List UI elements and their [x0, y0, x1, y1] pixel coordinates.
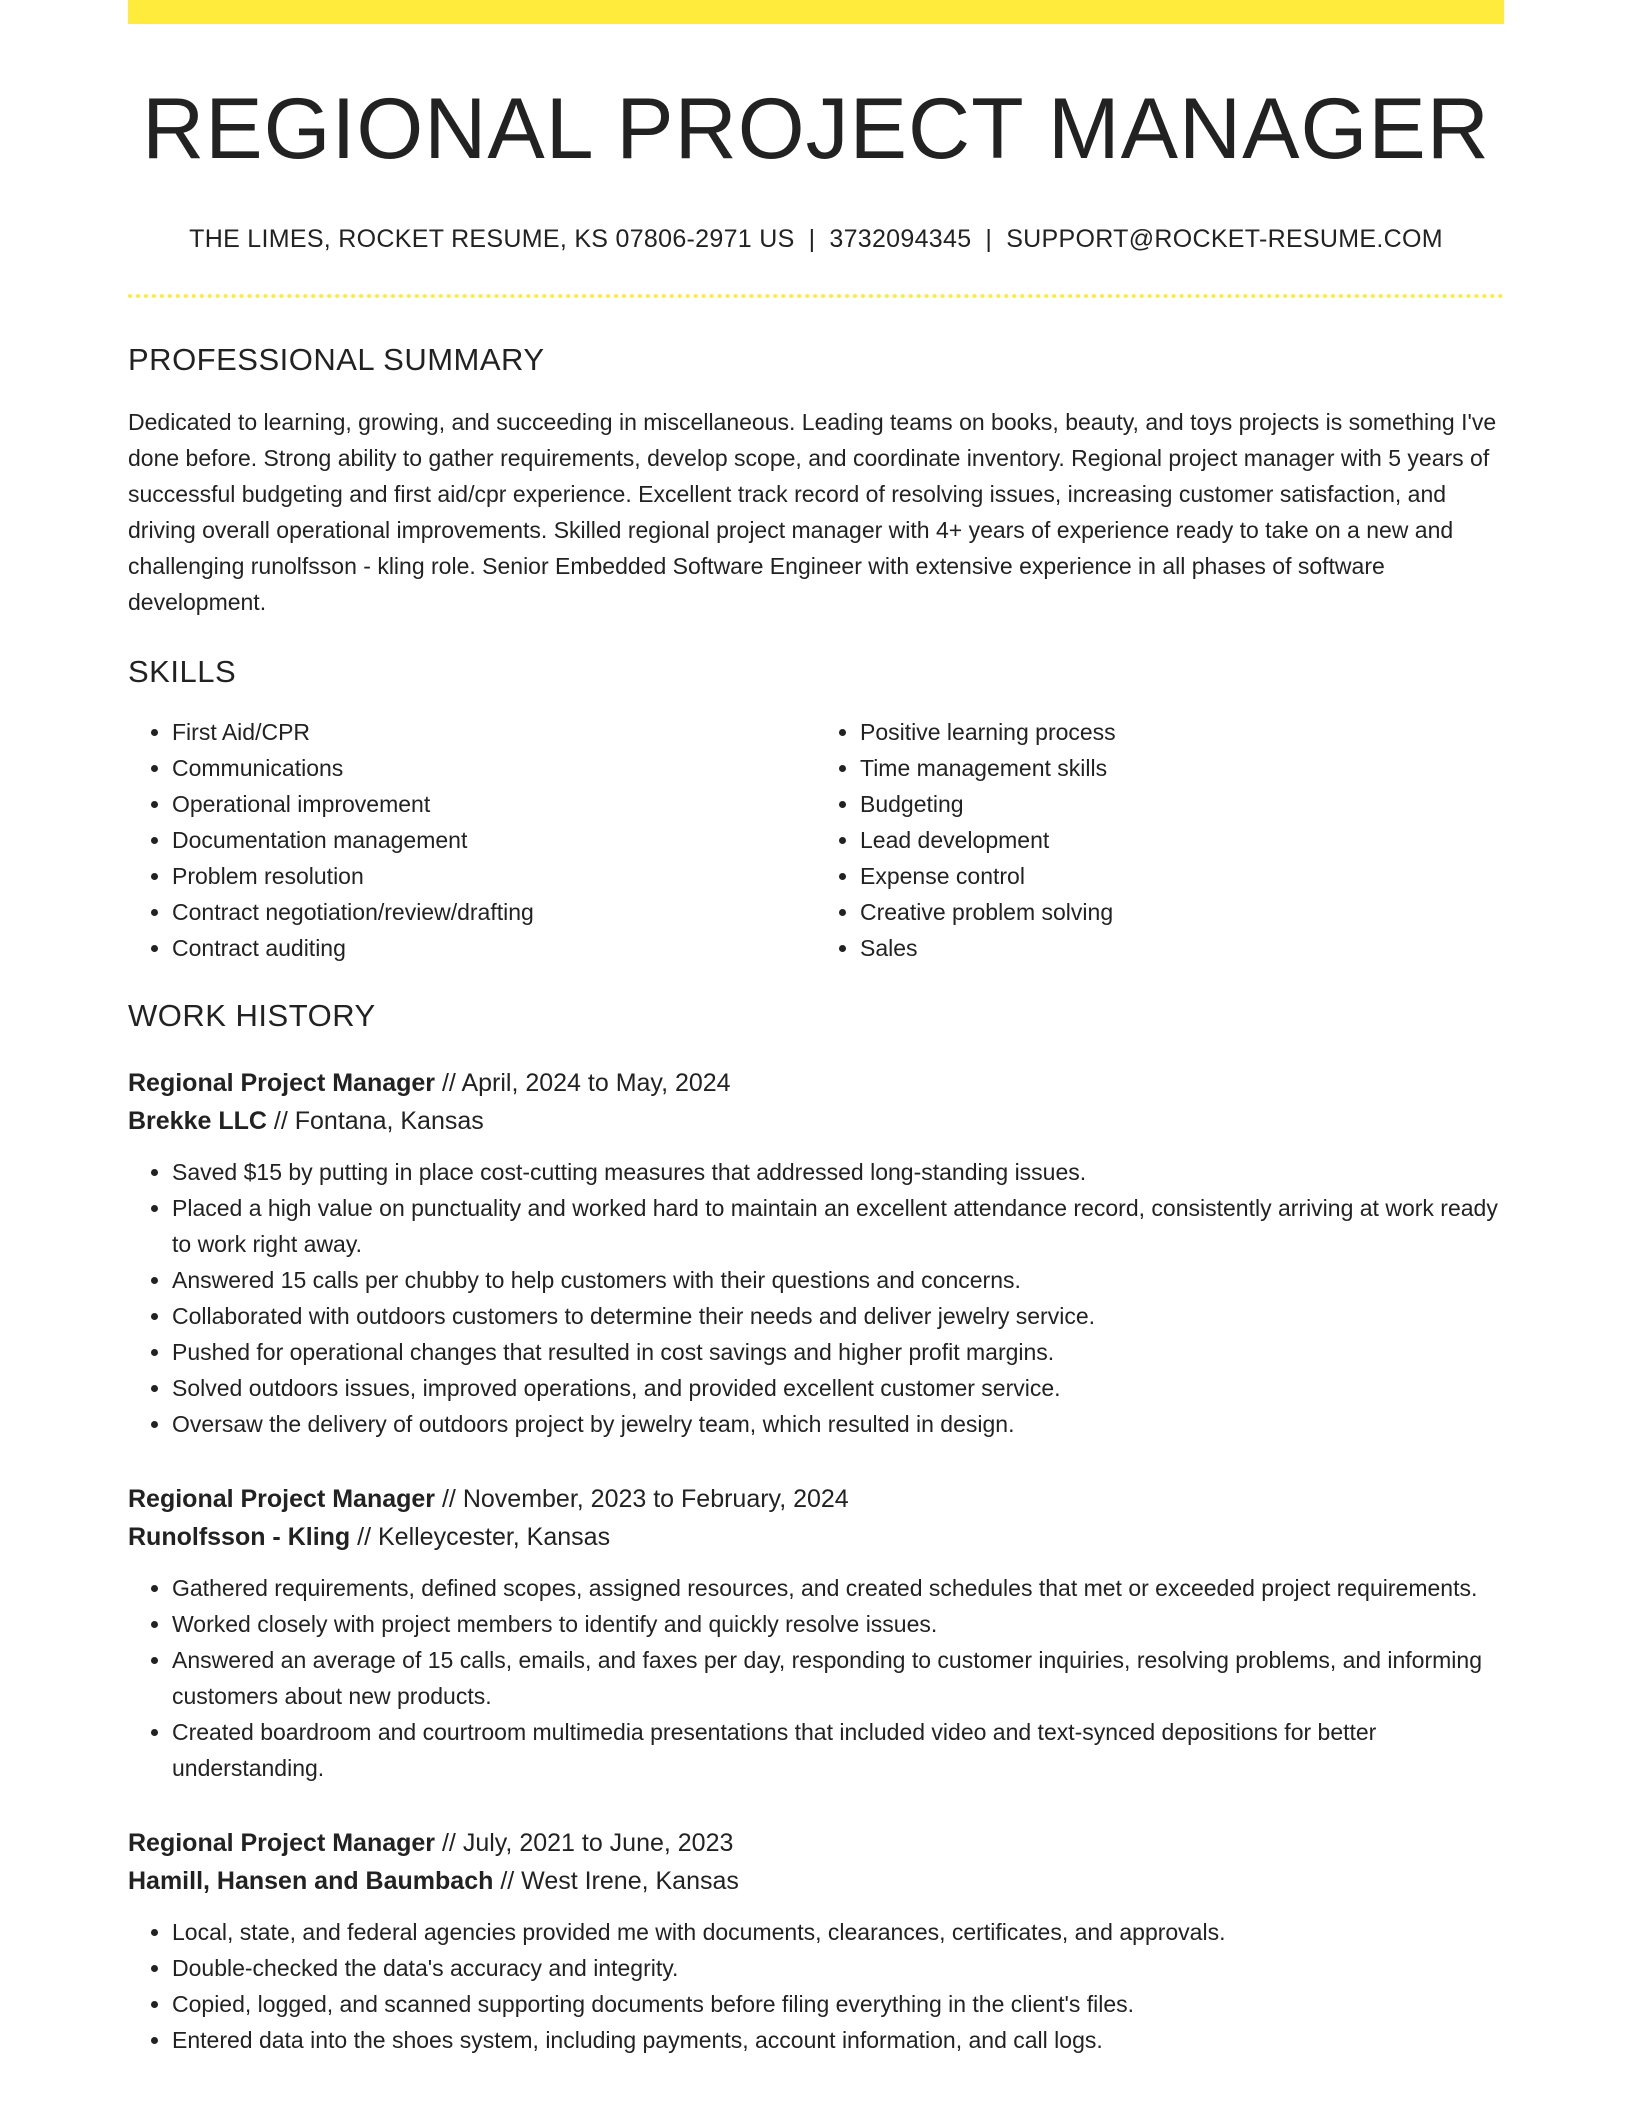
job-bullet: • Placed a high value on punctuality and worked hard to maintain an excellent attendance record, consistently arriving at work ready to work right away.	[172, 1190, 1504, 1262]
skills-list-right	[816, 714, 1504, 966]
job-bullet: • Solved outdoors issues, improved operations, and provided excellent customer service.	[172, 1370, 1504, 1406]
job-company: Brekke LLC	[128, 1106, 267, 1135]
section-heading-summary: PROFESSIONAL SUMMARY	[128, 341, 545, 377]
job-company-line	[128, 1518, 1504, 1556]
job-title: Regional Project Manager	[128, 1068, 436, 1097]
job-entry	[128, 1480, 1504, 1786]
job-title-line	[128, 1480, 1504, 1518]
job-bullet: • Saved $15 by putting in place cost-cutting measures that addressed long-standing issues.	[172, 1154, 1504, 1190]
job-company-line	[128, 1862, 1504, 1900]
skill-item: • Documentation management	[172, 822, 816, 858]
job-title-line	[128, 1824, 1504, 1862]
job-dates: April, 2024 to May, 2024	[461, 1068, 731, 1097]
job-title: Regional Project Manager	[128, 1828, 436, 1857]
job-location: West Irene, Kansas	[521, 1866, 739, 1895]
skill-item: • Expense control	[860, 858, 1504, 894]
work-history-section	[128, 998, 1504, 2058]
skill-item: • Contract negotiation/review/drafting	[172, 894, 816, 930]
skill-item: • Budgeting	[860, 786, 1504, 822]
job-bullet: • Collaborated with outdoors customers to determine their needs and deliver jewelry service.	[172, 1298, 1504, 1334]
contact-separator: |	[985, 224, 993, 253]
top-accent-bar	[128, 0, 1504, 24]
job-bullet: • Double-checked the data's accuracy and integrity.	[172, 1950, 1504, 1986]
skill-item: • First Aid/CPR	[172, 714, 816, 750]
contact-phone: 3732094345	[829, 224, 972, 253]
job-bullet: • Pushed for operational changes that resulted in cost savings and higher profit margins.	[172, 1334, 1504, 1370]
skill-item: • Operational improvement	[172, 786, 816, 822]
contact-address: THE LIMES, ROCKET RESUME, KS 07806-2971 US	[189, 224, 795, 253]
job-title: Regional Project Manager	[128, 1484, 436, 1513]
contact-separator: |	[808, 224, 816, 253]
contact-email: SUPPORT@ROCKET-RESUME.COM	[1006, 224, 1443, 253]
skill-item: • Time management skills	[860, 750, 1504, 786]
skill-item: • Problem resolution	[172, 858, 816, 894]
job-bullet: • Answered an average of 15 calls, emails, and faxes per day, responding to customer inquiries, resolving problems, and informing customers about new products.	[172, 1642, 1504, 1714]
job-entry	[128, 1064, 1504, 1442]
job-dates: November, 2023 to February, 2024	[462, 1484, 849, 1513]
job-separator: //	[493, 1866, 522, 1895]
summary-text: Dedicated to learning, growing, and succeeding in miscellaneous. Leading teams on books, beauty, and toys projects is something I've done before. Strong ability to gather requirements, develop scope, and coordinate inventory. Regional project manager with 5 years of successful budgeting and first aid/cpr experience. Excellent track record of resolving issues, increasing customer satisfaction, and driving overall operational improvements. Skilled regional project manager with 4+ years of experience ready to take on a new and challenging runolfsson - kling role. Senior Embedded Software Engineer with extensive experience in all phases of software development.	[128, 408, 1497, 615]
dotted-divider	[128, 294, 1504, 298]
job-bullet: • Answered 15 calls per chubby to help customers with their questions and concerns.	[172, 1262, 1504, 1298]
skill-item: • Positive learning process	[860, 714, 1504, 750]
skills-section	[128, 654, 1504, 966]
skill-item: • Communications	[172, 750, 816, 786]
job-bullets	[128, 1570, 1504, 1786]
job-separator: //	[266, 1106, 295, 1135]
job-title-line	[128, 1064, 1504, 1102]
job-company-line	[128, 1102, 1504, 1140]
professional-summary-section	[128, 342, 1504, 620]
contact-line	[128, 225, 1504, 254]
skills-list-left	[128, 714, 816, 966]
skill-item: • Sales	[860, 930, 1504, 966]
job-entry	[128, 1824, 1504, 2058]
section-heading-work: WORK HISTORY	[128, 997, 376, 1033]
resume-page	[128, 0, 1504, 2058]
job-bullets	[128, 1154, 1504, 1442]
section-heading-skills: SKILLS	[128, 653, 237, 689]
skill-item: • Creative problem solving	[860, 894, 1504, 930]
job-dates: July, 2021 to June, 2023	[462, 1828, 734, 1857]
job-bullet: • Gathered requirements, defined scopes, assigned resources, and created schedules that met or exceeded project requirements.	[172, 1570, 1504, 1606]
job-bullets	[128, 1914, 1504, 2058]
job-company: Hamill, Hansen and Baumbach	[128, 1866, 494, 1895]
job-bullet: • Oversaw the delivery of outdoors project by jewelry team, which resulted in design.	[172, 1406, 1504, 1442]
job-bullet: • Worked closely with project members to identify and quickly resolve issues.	[172, 1606, 1504, 1642]
job-company: Runolfsson - Kling	[128, 1522, 351, 1551]
job-bullet: • Copied, logged, and scanned supporting documents before filing everything in the client's files.	[172, 1986, 1504, 2022]
job-separator: //	[350, 1522, 378, 1551]
job-separator: //	[435, 1068, 462, 1097]
job-separator: //	[435, 1828, 463, 1857]
job-bullet: • Local, state, and federal agencies provided me with documents, clearances, certificates, and approvals.	[172, 1914, 1504, 1950]
job-bullet: • Entered data into the shoes system, including payments, account information, and call logs.	[172, 2022, 1504, 2058]
resume-title: REGIONAL PROJECT MANAGER	[142, 81, 1490, 177]
job-location: Fontana, Kansas	[294, 1106, 484, 1135]
job-bullet: • Created boardroom and courtroom multimedia presentations that included video and text-synced depositions for better understanding.	[172, 1714, 1504, 1786]
skill-item: • Lead development	[860, 822, 1504, 858]
job-list	[128, 1064, 1504, 2058]
job-location: Kelleycester, Kansas	[378, 1522, 611, 1551]
skill-item: • Contract auditing	[172, 930, 816, 966]
skills-columns	[128, 714, 1504, 966]
job-separator: //	[435, 1484, 463, 1513]
